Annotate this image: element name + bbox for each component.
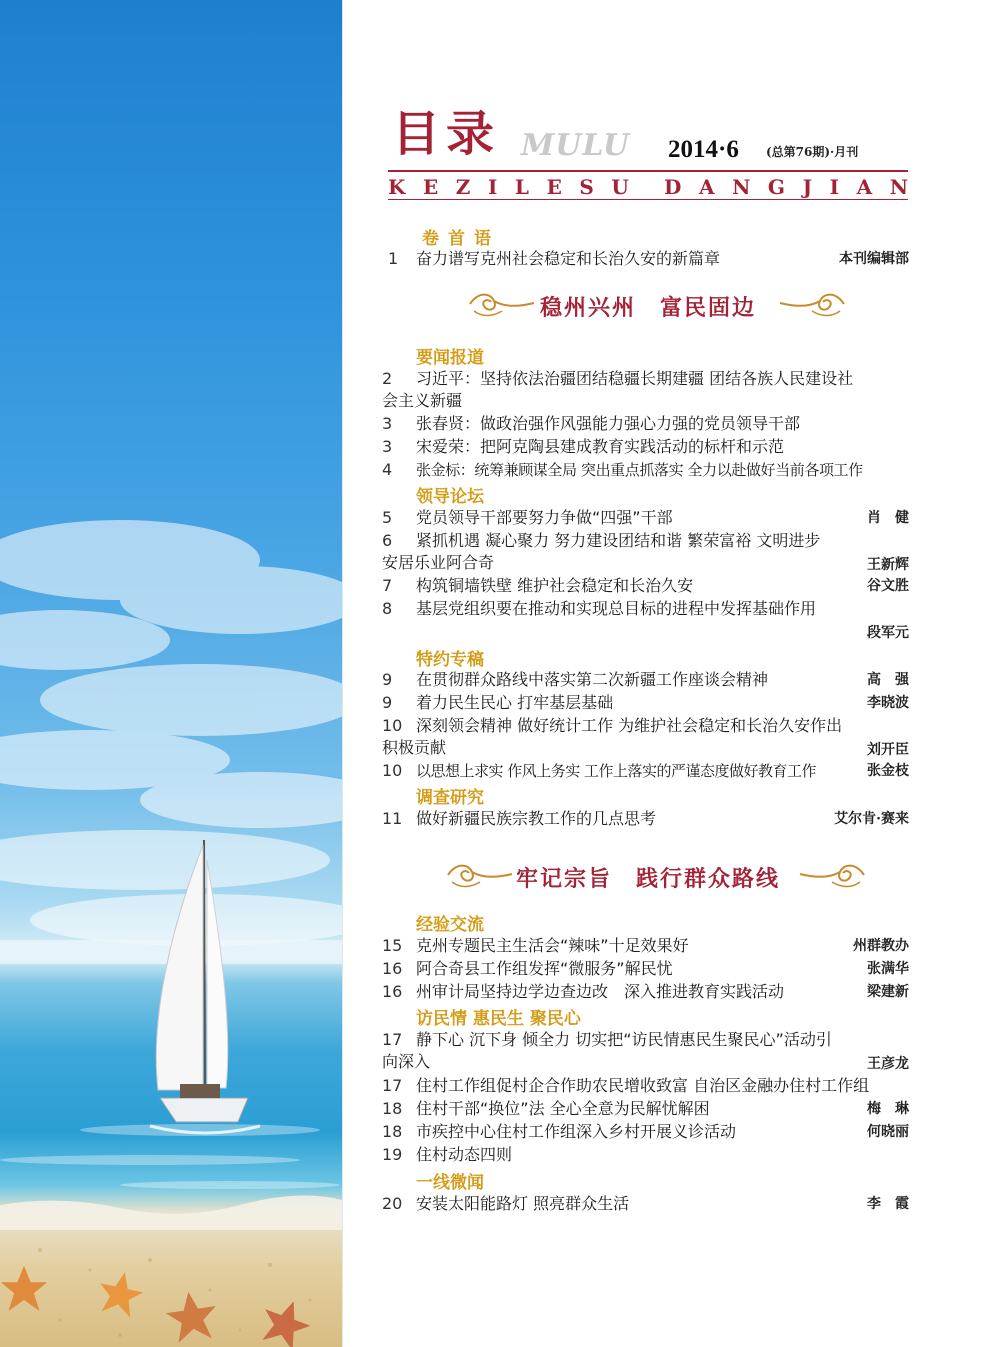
header-rule [388, 199, 908, 200]
article-title: 张春贤：做政治强作风强能力强心力强的党员领导干部 [416, 414, 801, 433]
page-number: 17 [382, 1030, 403, 1049]
starfish-icon [163, 1288, 220, 1344]
magazine-letter: N [889, 175, 908, 199]
banner-text: 稳州兴州 富民固边 [539, 296, 756, 321]
article-title: 基层党组织要在推动和实现总目标的进程中发挥基础作用 [416, 599, 817, 618]
column-banner [388, 856, 908, 896]
page-number: 5 [382, 508, 393, 527]
article-author: 梁建新 [867, 984, 909, 1000]
section-title-yaowen: 要闻报道 [416, 348, 484, 368]
page-title-pinyin: MULU [521, 128, 630, 163]
page-number: 18 [382, 1099, 403, 1118]
page-title: 目录 [392, 106, 501, 162]
starfish-icon [1, 1266, 47, 1311]
magazine-letter: U [611, 175, 629, 199]
article-title: 深刻领会精神 做好统计工作 为维护社会稳定和长治久安作出 [416, 716, 843, 735]
section-title-juanshouyu: 卷首语 [422, 229, 500, 249]
article-title: 克州专题民主生活会“辣味”十足效果好 [416, 936, 689, 955]
page-number: 15 [382, 936, 403, 955]
ornament-scroll-icon [796, 860, 866, 890]
page-number: 4 [382, 460, 393, 479]
article-title: 构筑铜墙铁壁 维护社会稳定和长治久安 [416, 576, 694, 595]
page-number: 3 [382, 437, 393, 456]
article-author: 本刊编辑部 [839, 251, 909, 267]
article-title: 住村工作组促村企合作助农民增收致富 自治区金融办住村工作组 [416, 1076, 870, 1095]
page-number: 7 [382, 576, 393, 595]
magazine-letter: J [802, 175, 813, 199]
article-author: 王彦龙 [867, 1056, 909, 1072]
magazine-letter: A [698, 175, 715, 199]
article-author: 高 强 [867, 672, 909, 688]
magazine-letter: D [664, 175, 682, 199]
banner-text: 牢记宗旨 践行群众路线 [515, 867, 780, 892]
article-title: 在贯彻群众路线中落实第二次新疆工作座谈会精神 [416, 670, 769, 689]
section-title-jingyan: 经验交流 [416, 915, 484, 935]
article-title: 以思想上求实 作风上务实 工作上落实的严谨态度做好教育工作 [416, 762, 817, 780]
article-author: 段军元 [867, 625, 909, 641]
magazine-name [388, 175, 908, 199]
article-author: 谷文胜 [867, 578, 909, 594]
article-title: 住村干部“换位”法 全心全意为民解忧解困 [416, 1099, 710, 1118]
page-number: 11 [382, 809, 403, 828]
ornament-scroll-icon [776, 289, 846, 319]
page-number: 16 [382, 982, 403, 1001]
magazine-letter: G [767, 175, 786, 199]
article-author: 梅 琳 [867, 1101, 909, 1117]
page-number: 9 [382, 693, 393, 712]
article-title: 宋爱荣：把阿克陶县建成教育实践活动的标杆和示范 [416, 437, 785, 456]
panel-divider [342, 0, 343, 1347]
page-number: 9 [382, 670, 393, 689]
magazine-letter: Z [455, 175, 471, 199]
article-author: 州群教办 [853, 938, 909, 954]
article-author: 张金枝 [867, 763, 909, 779]
header-rule [388, 170, 908, 172]
article-title: 安装太阳能路灯 照亮群众生活 [416, 1194, 630, 1213]
starfish-icon [255, 1293, 317, 1347]
page-number: 18 [382, 1122, 403, 1141]
article-title: 党员领导干部要努力争做“四强”干部 [416, 508, 673, 527]
page-number: 3 [382, 414, 393, 433]
article-title: 阿合奇县工作组发挥“微服务”解民忧 [416, 959, 673, 978]
section-title-fangmin: 访民情 惠民生 聚民心 [416, 1009, 581, 1029]
page-number: 1 [388, 249, 399, 268]
cover-side-image [0, 0, 342, 1347]
article-author: 何晓丽 [867, 1124, 909, 1140]
article-title: 住村动态四则 [416, 1145, 513, 1164]
article-author: 刘开臣 [867, 742, 909, 758]
article-author: 肖 健 [867, 510, 909, 526]
article-title: 张金标：统筹兼顾谋全局 突出重点抓落实 全力以赴做好当前各项工作 [416, 461, 863, 479]
starfish-icon [94, 1268, 146, 1319]
magazine-letter: E [422, 175, 439, 199]
magazine-letter: I [829, 175, 839, 199]
magazine-letter: K [388, 175, 406, 199]
magazine-letter: A [856, 175, 873, 199]
article-title: 奋力谱写克州社会稳定和长治久安的新篇章 [416, 249, 721, 268]
page-number: 17 [382, 1076, 403, 1095]
page-number: 16 [382, 959, 403, 978]
article-title: 做好新疆民族宗教工作的几点思考 [416, 809, 657, 828]
issue-total: (总第76期)·月刊 [766, 145, 859, 159]
column-banner [388, 285, 908, 325]
article-author: 李 霞 [867, 1196, 909, 1212]
article-title: 州审计局坚持边学边查边改 深入推进教育实践活动 [416, 982, 785, 1001]
section-title-diaocha: 调查研究 [416, 788, 484, 808]
article-title: 习近平：坚持依法治疆团结稳疆长期建疆 团结各族人民建设社 [416, 369, 854, 388]
page-number: 19 [382, 1145, 403, 1164]
magazine-letter: S [579, 175, 594, 199]
section-title-teyue: 特约专稿 [416, 650, 484, 670]
page-number: 6 [382, 531, 393, 550]
page-number: 20 [382, 1194, 403, 1213]
article-title-continued: 积极贡献 [382, 738, 447, 757]
article-title-continued: 安居乐业阿合奇 [382, 553, 495, 572]
article-title-continued: 会主义新疆 [382, 391, 463, 410]
page-number: 10 [382, 761, 403, 780]
section-title-lingdao: 领导论坛 [416, 487, 484, 507]
article-author: 李晓波 [867, 695, 909, 711]
article-title: 着力民生民心 打牢基层基础 [416, 693, 614, 712]
article-title: 紧抓机遇 凝心聚力 努力建设团结和谐 繁荣富裕 文明进步 [416, 531, 821, 550]
magazine-letter: E [546, 175, 562, 199]
article-title: 市疾控中心住村工作组深入乡村开展义诊活动 [416, 1122, 737, 1141]
article-title: 静下心 沉下身 倾全力 切实把“访民情惠民生聚民心”活动引 [416, 1030, 832, 1049]
section-title-yixian: 一线微闻 [416, 1173, 484, 1193]
page-number: 8 [382, 599, 393, 618]
page-number: 10 [382, 716, 403, 735]
sea-illustration [0, 0, 342, 1347]
magazine-letter: L [514, 175, 529, 199]
article-author: 张满华 [867, 961, 909, 977]
article-author: 艾尔肯·赛来 [834, 811, 909, 827]
magazine-letter: I [487, 175, 498, 199]
article-author: 王新辉 [867, 557, 909, 573]
magazine-letter: N [732, 175, 751, 199]
article-title-continued: 向深入 [382, 1052, 431, 1071]
page-number: 2 [382, 369, 393, 388]
issue-number: 2014·6 [668, 136, 739, 163]
